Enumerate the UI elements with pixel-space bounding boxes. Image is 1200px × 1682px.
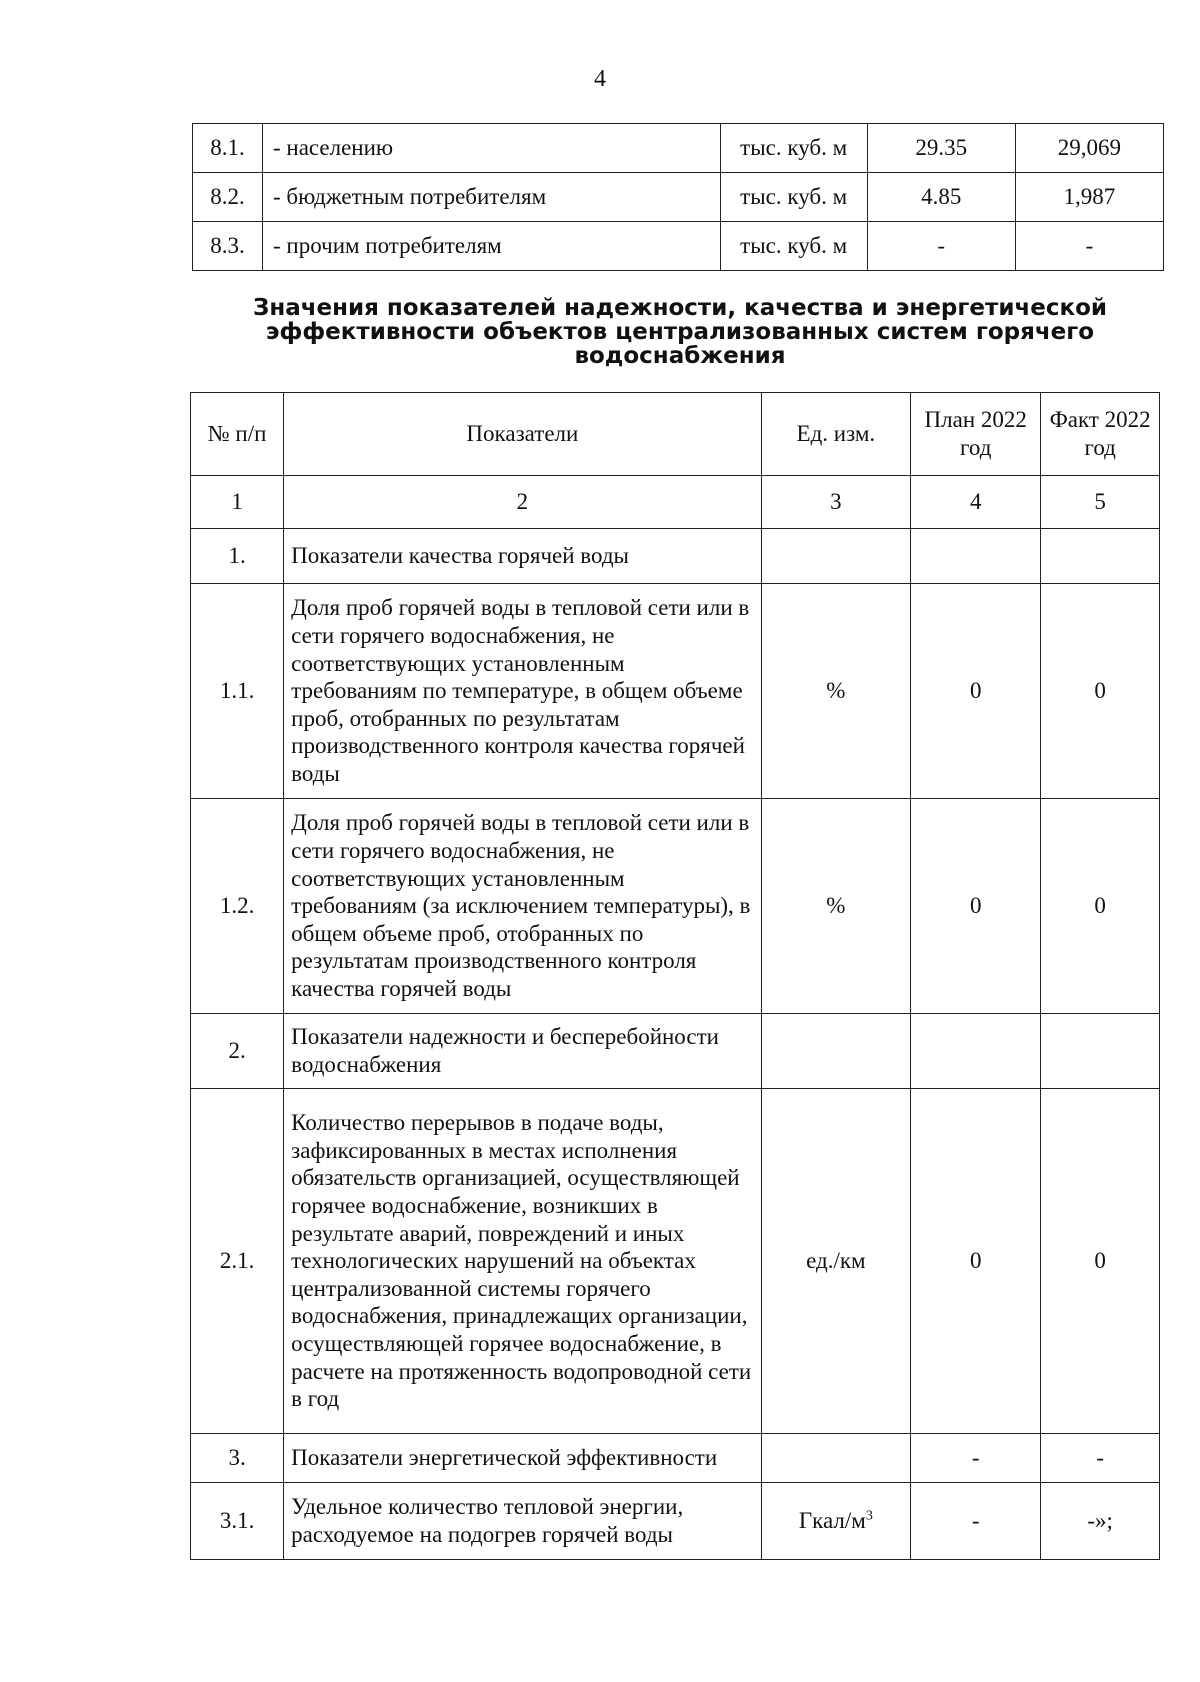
row-name: Количество перерывов в подаче воды, зафиксированных в местах исполнения обязательств организацией, осуществляющей горячее водоснабжение, возникших в результате аварий, повреждений и иных технологических нарушений на объектах централизованной системы горячего водоснабжения, принадлежащих организации, осуществляющей горячее водоснабжение, в расчете на протяженность водопроводной сети в год <box>284 1089 761 1434</box>
volume-table <box>192 123 1164 271</box>
table-row <box>191 1434 1160 1483</box>
row-unit <box>761 1434 911 1483</box>
row-number: 1. <box>191 529 284 584</box>
table-row <box>191 584 1160 799</box>
heading-line: водоснабжения <box>574 343 786 370</box>
index-cell: 1 <box>191 476 284 529</box>
row-unit <box>761 1483 911 1560</box>
row-fact: 1,987 <box>1015 173 1163 222</box>
row-name: - бюджетным потребителям <box>263 173 721 222</box>
row-plan <box>911 1014 1041 1089</box>
row-fact: -»; <box>1041 1483 1160 1560</box>
unit-superscript: 3 <box>865 1508 873 1524</box>
row-name: Доля проб горячей воды в тепловой сети или в сети горячего водоснабжения, не соответствующих установленным требованиям по температуре, в общем объеме проб, отобранных по результатам производственного контроля качества горячей воды <box>284 584 761 799</box>
index-cell: 3 <box>761 476 911 529</box>
header-row <box>191 393 1160 476</box>
row-number: 2. <box>191 1014 284 1089</box>
row-number: 8.3. <box>193 222 263 271</box>
row-fact <box>1041 529 1160 584</box>
row-name: Показатели надежности и бесперебойности водоснабжения <box>284 1014 761 1089</box>
row-unit: тыс. куб. м <box>720 124 867 173</box>
row-name: - населению <box>263 124 721 173</box>
row-name: Показатели качества горячей воды <box>284 529 761 584</box>
table-row <box>191 1483 1160 1560</box>
row-plan: 4.85 <box>867 173 1015 222</box>
table-row <box>191 799 1160 1014</box>
header-number: № п/п <box>191 393 284 476</box>
row-number: 2.1. <box>191 1089 284 1434</box>
row-plan: - <box>911 1483 1041 1560</box>
row-plan: - <box>911 1434 1041 1483</box>
row-fact: 29,069 <box>1015 124 1163 173</box>
row-unit: тыс. куб. м <box>720 222 867 271</box>
row-plan: 0 <box>911 584 1041 799</box>
row-fact: - <box>1015 222 1163 271</box>
row-fact <box>1041 1014 1160 1089</box>
section-heading <box>230 296 1130 368</box>
row-number: 3.1. <box>191 1483 284 1560</box>
table-row <box>191 1089 1160 1434</box>
index-row <box>191 476 1160 529</box>
header-fact: Факт 2022 год <box>1041 393 1160 476</box>
header-indicators: Показатели <box>284 393 761 476</box>
header-unit: Ед. изм. <box>761 393 911 476</box>
row-plan: 29.35 <box>867 124 1015 173</box>
row-name: Показатели энергетической эффективности <box>284 1434 761 1483</box>
row-unit: тыс. куб. м <box>720 173 867 222</box>
row-fact: - <box>1041 1434 1160 1483</box>
table-row <box>191 1014 1160 1089</box>
heading-line: Значения показателей надежности, качества и энергетической <box>252 295 1107 321</box>
unit-base: Гкал/м <box>798 1508 866 1534</box>
row-name: Удельное количество тепловой энергии, расходуемое на подогрев горячей воды <box>284 1483 761 1560</box>
table-row <box>193 124 1164 173</box>
table-row <box>193 173 1164 222</box>
row-unit: ед./км <box>761 1089 911 1434</box>
row-plan <box>911 529 1041 584</box>
index-cell: 2 <box>284 476 761 529</box>
page-number: 4 <box>594 66 606 92</box>
row-number: 8.2. <box>193 173 263 222</box>
row-number: 1.1. <box>191 584 284 799</box>
row-unit <box>761 529 911 584</box>
row-plan: 0 <box>911 799 1041 1014</box>
index-cell: 5 <box>1041 476 1160 529</box>
header-plan: План 2022 год <box>911 393 1041 476</box>
row-unit <box>761 1014 911 1089</box>
row-number: 3. <box>191 1434 284 1483</box>
indicators-table <box>190 392 1160 1560</box>
row-fact: 0 <box>1041 799 1160 1014</box>
row-plan: 0 <box>911 1089 1041 1434</box>
row-unit: % <box>761 584 911 799</box>
row-name: - прочим потребителям <box>263 222 721 271</box>
row-fact: 0 <box>1041 584 1160 799</box>
table-row <box>191 529 1160 584</box>
heading-line: эффективности объектов централизованных систем горячего <box>265 319 1095 346</box>
row-number: 1.2. <box>191 799 284 1014</box>
row-number: 8.1. <box>193 124 263 173</box>
row-plan: - <box>867 222 1015 271</box>
row-unit: % <box>761 799 911 1014</box>
table-row <box>193 222 1164 271</box>
row-name: Доля проб горячей воды в тепловой сети или в сети горячего водоснабжения, не соответствующих установленным требованиям (за исключением температуры), в общем объеме проб, отобранных по результатам производственного контроля качества горячей воды <box>284 799 761 1014</box>
index-cell: 4 <box>911 476 1041 529</box>
row-fact: 0 <box>1041 1089 1160 1434</box>
